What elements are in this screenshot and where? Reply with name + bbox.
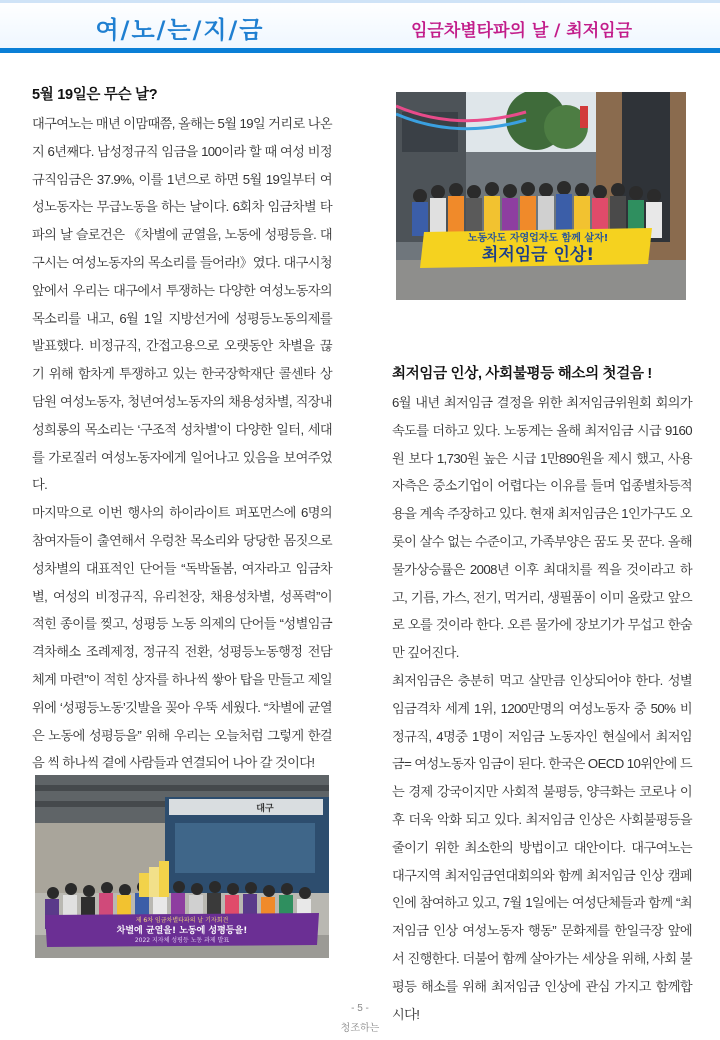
rally-photo-minimum-wage [396,92,686,300]
right-paragraph: 최저임금은 충분히 먹고 살만큼 인상되어야 한다. 성별임금격차 세계 1위, 1200만명의 여성노동자 중 50% 비정규직, 4명중 1명이 저임금 노동자인 현실에서 최저임금= 여성노동자 임금이 된다. 한국은 OECD 10위안에 드는 경제 강국이지만 사회적 불평등, 양극화는 코로나 이후 더욱 악화 되고 있다. 최저임금 인상은 사회불평등을 줄이기 위한 최소한의 방법이고 대안이다. 대구여노는 대구지역 최저임금연대회의와 함께 최저임금 인상 캠페인에 참여하고 있고, 7월 1일에는 여성단체들과 함께 “최저임금 인상 여성노동자 행동” 문화제를 한일극장 앞에서 진행한다. 더불어 함께 살아가는 세상을 위해, 사회 불평등 해소를 위해 최저임금 인상에 관심 가지고 함께합시다! [392,672,692,1022]
banner-big-text: 최저임금 인상! [481,245,595,265]
right-column [392,363,692,1028]
banner-small-text: 제 6차 임금차별타파의 날 기자회견 [135,917,229,924]
issue-title: 임금차별타파의 날 / 최저임금 [410,21,632,41]
banner-small-text: 노동자도 자영업자도 함께 살자! [467,233,609,244]
left-paragraph: 대구여노는 매년 이맘때쯤, 올해는 5월 19일 거리로 나온 지 6년째다. 남성정규직 임금을 100이라 할 때 여성 비정규직임금은 37.9%, 이를 1년으로 하면 5월 19일부터 여성노동자는 무급노동을 하는 날이다. 6회차 임금차별 타파의 날 슬로건은 《차별에 균열을, 노동에 성평등을. 대구시는 여성노동자의 목소리를 들어라!》였다. 대구시청 앞에서 우리는 대구에서 투쟁하는 다양한 여성노동자의 목소리를 내고, 6월 1일 지방선거에 성평등노동의제를 발표했다. 비정규직, 간접고용으로 오랫동안 차별을 끊기 위해 함차게 투쟁하고 있는 한국장학재단 콜센타 상담원 여성노동자, 청년여성노동자의 채용성차별, 직장내 성희롱의 목소리는 ‘구조적 성차별’이 다양한 일터, 세대를 가로질러 여성노동자에게 일어나고 있음을 보여주었다. [32,116,332,493]
left-paragraph: 마지막으로 이번 행사의 하이라이트 퍼포먼스에 6명의 참여자들이 출연해서 우렁찬 목소리와 당당한 몸짓으로 성차별의 대표적인 단어들 “독박돌봄, 여자라고 임금차별, 여성의 비정규직, 유리천장, 채용성차별, 성폭력”이 적힌 종이를 찢고, 성평등 노동 의제의 단어들 “성별임금격차해소 조례제정, 정규직 전환, 성평등노동행정 전담 체계 마련”이 적힌 상자를 하나씩 쌓아 탑을 만들고 제일 위에 ‘성평등노동’깃발을 꽂아 우뚝 세웠다. “차별에 균열은 노동에 성평등을” 위해 우리는 오늘처럼 그렇게 한걸음 씩 하나씩 곁에 사람들과 연결되어 나아 갈 것이다! [32,505,332,771]
banner-big-text: 차별에 균열을! 노동에 성평등을! [116,926,248,936]
section-title: 여/노/는/지/금 [95,16,265,44]
rally-photo-illustration [396,92,686,300]
header-rule [0,48,720,53]
right-paragraph: 6월 내년 최저임금 결정을 위한 최저임금위원회 회의가 속도를 더하고 있다. 노동계는 올해 최저임금 시급 9160원 보다 1,730원 높은 시급 1만890원을 제시 했고, 사용자측은 중소기업이 어렵다는 이유를 들며 업종별차등적용을 계속 주장하고 있다. 현재 최저임금은 1인가구도 오롯이 살수 없는 수준이고, 가족부양은 꿈도 못 꾼다. 올해 물가상승률은 2008년 이후 최대치를 찍을 것이라고 하고, 기름, 가스, 전기, 먹거리, 생필품이 이미 올랐고 앞으로 오를 것이라 한다. 오른 물가에 장보기가 무섭고 한숨만 깊어진다. [392,395,692,661]
right-heading: 최저임금 인상, 사회불평등 해소의 첫걸음 ! [392,366,652,382]
banner-sub-text: 2022 지자체 성평등 노동 과제 발표 [134,937,230,944]
page-number: - 5 - [351,1003,369,1014]
city-hall-photo-illustration [35,775,329,958]
publication-name: 청조하는 [340,1023,380,1034]
rally-photo-city-hall [35,775,329,958]
building-sign-text: 대구 [256,804,274,814]
header-top-rule [0,0,720,3]
left-heading: 5월 19일은 무슨 날? [32,87,158,103]
left-column [32,84,332,777]
page-header [0,0,720,52]
